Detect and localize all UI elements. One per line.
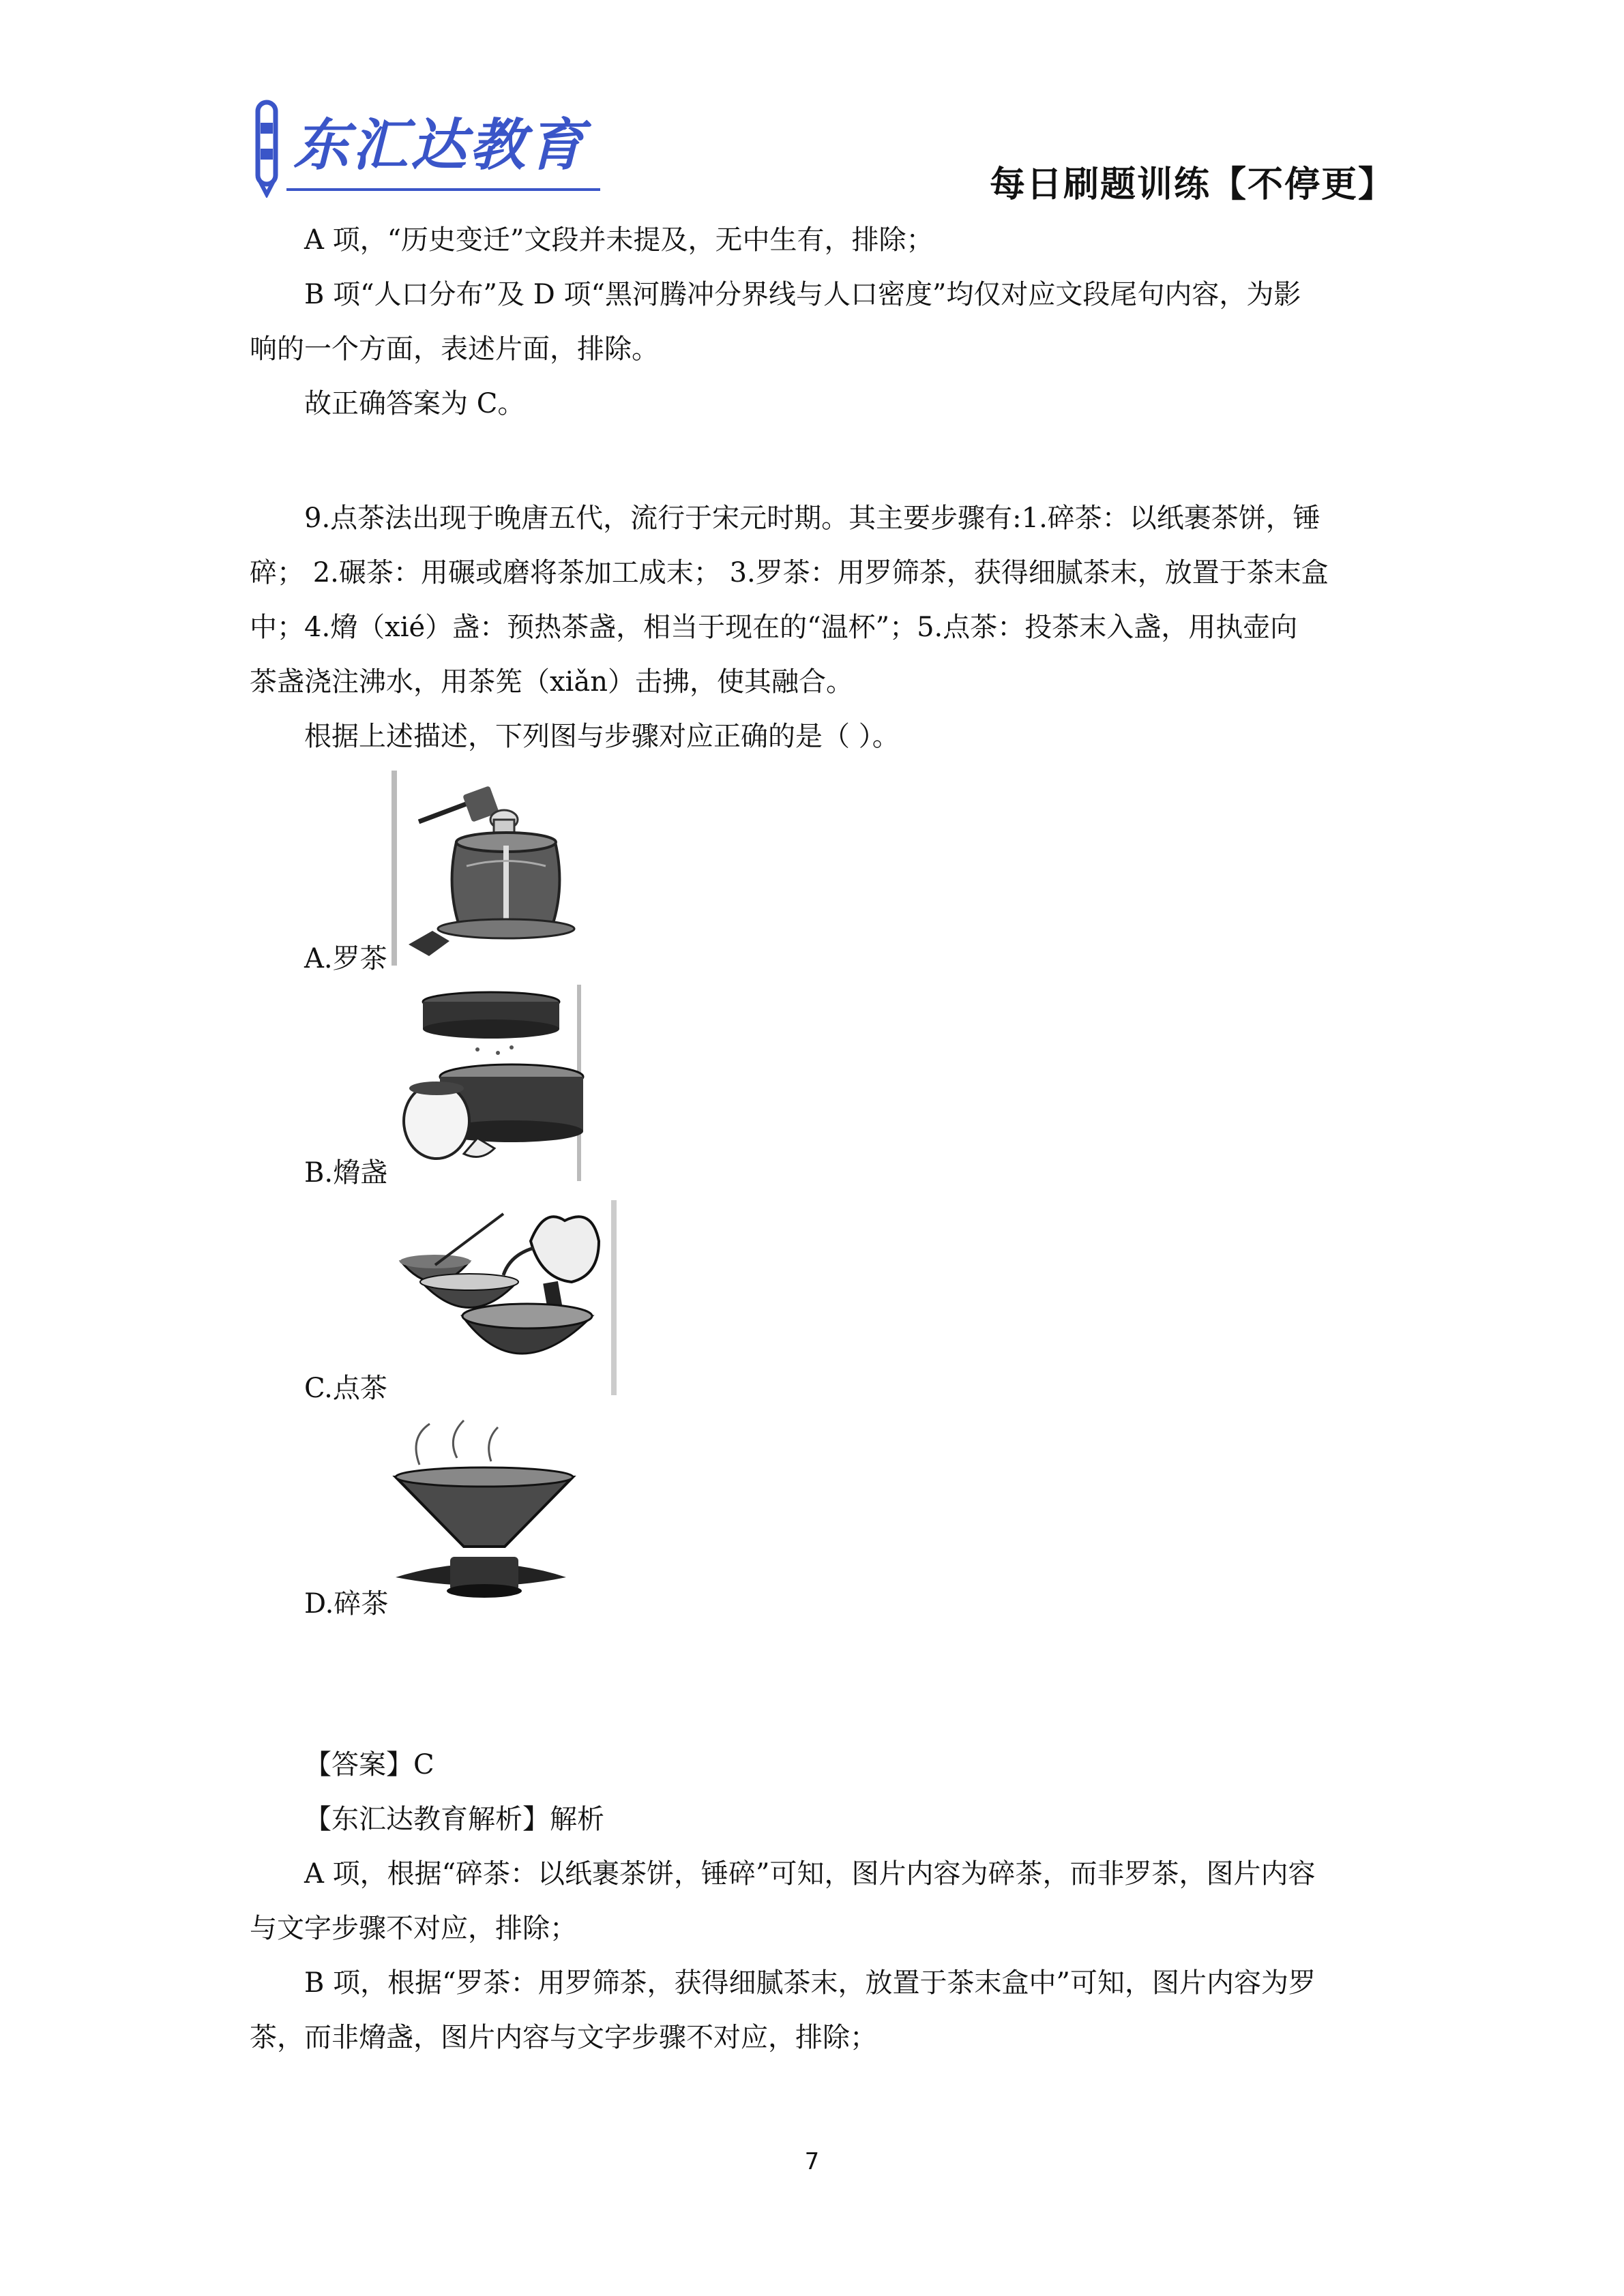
question-line-3: 中；4.熁（xié）盏：预热茶盏，相当于现在的“温杯”；5.点茶：投茶末入盏，用执壶向 [250,612,1298,643]
option-b-label: B.熁盏 [304,1157,388,1189]
option-a-label: A.罗茶 [304,943,387,974]
question-line-1: 9.点茶法出现于晚唐五代，流行于宋元时期。其主要步骤有:1.碎茶：以纸裹茶饼，锤 [304,503,1320,534]
analysis-b-line2: 茶，而非熁盏，图片内容与文字步骤不对应，排除； [250,2022,877,2053]
analysis-a-line1: A 项，根据“碎茶：以纸裹茶饼，锤碎”可知，图片内容为碎茶，而非罗茶，图片内容 [304,1858,1316,1890]
option-c-image [394,1200,619,1395]
header-title: 每日刷题训练【不停更】 [989,164,1395,205]
option-b-image [396,985,587,1181]
pen-logo-icon [246,95,286,198]
prev-analysis-b-line1: B 项“人口分布”及 D 项“黑河腾冲分界线与人口密度”均仅对应文段尾句内容，为影 [304,279,1301,310]
option-a-image [392,771,587,966]
prev-analysis-b-line2: 响的一个方面，表述片面，排除。 [250,333,659,365]
analysis-b-line1: B 项，根据“罗茶：用罗筛茶，获得细腻茶末，放置于茶末盒中”可知，图片内容为罗 [304,1967,1316,1999]
option-d-image [389,1417,580,1611]
logo-text: 东汇达教育 [293,113,587,178]
option-d-label: D.碎茶 [304,1588,389,1620]
option-c-label: C.点茶 [304,1373,387,1404]
question-prompt: 根据上述描述，下列图与步骤对应正确的是（ ）。 [304,721,900,752]
question-line-2: 碎； 2.碾茶：用碾或磨将茶加工成末； 3.罗茶：用罗筛茶，获得细腻茶末，放置于茶末盒 [250,557,1329,588]
question-line-4: 茶盏浇注沸水，用茶筅（xiǎn）击拂，使其融合。 [250,666,853,698]
analysis-title: 【东汇达教育解析】解析 [304,1804,604,1835]
answer-label: 【答案】C [304,1749,434,1780]
analysis-a-line2: 与文字步骤不对应，排除； [250,1913,577,1944]
logo-underline [286,188,600,191]
logo [246,95,628,198]
prev-analysis-a: A 项，“历史变迁”文段并未提及，无中生有，排除； [304,224,934,256]
page-number: 7 [804,2148,820,2175]
prev-analysis-conclusion: 故正确答案为 C。 [304,388,525,419]
